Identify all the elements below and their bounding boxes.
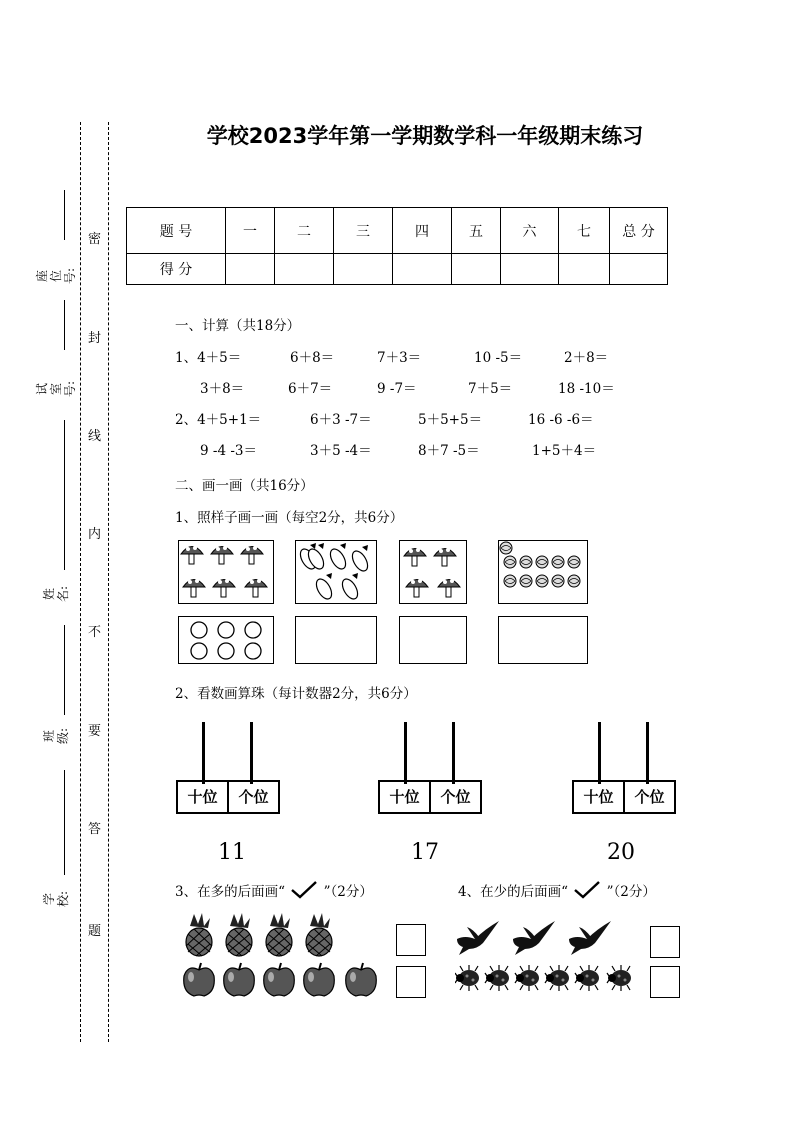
ball-icon (500, 542, 512, 554)
calc-item: 9 -4 -3＝ (200, 443, 257, 459)
score-cell[interactable] (559, 254, 610, 285)
ladybug-icon (455, 965, 479, 991)
seal-char: 封 (88, 331, 102, 346)
seal-char: 答 (88, 822, 102, 837)
school-label: 学校: (42, 890, 70, 908)
tens-label: 十位 (380, 782, 431, 812)
class-label: 班级: (42, 727, 70, 745)
calc-item: 3＋5 -4＝ (310, 443, 372, 459)
calc-item: 1、4＋5＝ (175, 350, 242, 366)
score-table-col: 七 (559, 208, 610, 254)
ones-label: 个位 (634, 788, 665, 806)
calc-item: 16 -6 -6＝ (528, 412, 594, 428)
question-3-prefix: 3、在多的后面画“ (175, 884, 285, 900)
answer-checkbox-apples[interactable] (396, 966, 426, 998)
binding-line-inner (80, 122, 81, 1042)
school-blank (64, 770, 65, 875)
ones-label: 个位 (440, 788, 471, 806)
name-blank (64, 420, 65, 570)
abacus-base (176, 780, 280, 814)
calc-item: 2、4＋5+1＝ (175, 412, 262, 428)
score-cell[interactable] (452, 254, 501, 285)
mushroom-group-icon (400, 541, 466, 603)
calc-item: 10 -5＝ (474, 350, 523, 366)
abacus-rod (646, 722, 649, 784)
abacus-rod (202, 722, 205, 784)
example-box-mushrooms-2 (399, 540, 467, 604)
score-table-col-total: 总 分 (610, 208, 668, 254)
circle-answer-box (178, 616, 274, 664)
abacus-counter (176, 722, 278, 814)
score-cell[interactable] (610, 254, 668, 285)
calc-item: 7＋3＝ (377, 350, 422, 366)
score-table-col: 四 (393, 208, 452, 254)
score-cell[interactable] (275, 254, 334, 285)
score-table-col: 六 (501, 208, 559, 254)
binding-line-outer (108, 122, 109, 1042)
seal-char: 线 (88, 429, 102, 444)
seat-number-label: 座位号: (35, 267, 77, 285)
question-4 (458, 880, 656, 900)
eggplant-group-icon (296, 541, 376, 603)
abacus-number: 17 (411, 840, 439, 865)
abacus-rod (598, 722, 601, 784)
calc-item: 9 -7＝ (377, 381, 417, 397)
ladybug-group (455, 963, 645, 993)
question-4-prefix: 4、在少的后面画“ (458, 884, 568, 900)
answer-checkbox-swallows[interactable] (650, 926, 680, 958)
score-table-col: 三 (334, 208, 393, 254)
seal-char: 不 (88, 625, 102, 640)
example-box-eggplants (295, 540, 377, 604)
abacus-base (378, 780, 482, 814)
score-table-col: 一 (226, 208, 275, 254)
abacus-rod (404, 722, 407, 784)
class-blank (64, 625, 65, 715)
question-2: 2、看数画算珠（每计数器2分，共6分） (175, 686, 417, 702)
section1-heading: 一、计算（共18分） (175, 318, 301, 334)
circle-group-icon (179, 617, 273, 663)
room-number-blank (64, 300, 65, 350)
abacus-number: 20 (607, 840, 635, 865)
calc-item: 1+5＋4＝ (532, 443, 597, 459)
seat-number-blank (64, 190, 65, 240)
score-table-header-score: 得 分 (127, 254, 226, 285)
calc-item: 3＋8＝ (200, 381, 245, 397)
question-3-suffix: ”（2分） (323, 884, 373, 900)
checkmark-icon (572, 880, 602, 900)
pineapple-group (182, 912, 342, 958)
example-box-mushrooms (178, 540, 274, 604)
pineapple-icon (186, 913, 212, 956)
score-cell[interactable] (501, 254, 559, 285)
question-4-suffix: ”（2分） (606, 884, 656, 900)
section2-heading: 二、画一画（共16分） (175, 478, 314, 494)
abacus-rod (250, 722, 253, 784)
name-label: 姓名: (42, 585, 70, 603)
question-3 (175, 880, 373, 900)
abacus-base (572, 780, 676, 814)
score-table-header-question: 题 号 (127, 208, 226, 254)
seal-char: 密 (88, 232, 102, 247)
swallow-group (455, 915, 615, 957)
example-box-balls (498, 540, 588, 604)
score-table (126, 207, 668, 285)
draw-answer-box[interactable] (399, 616, 467, 664)
calc-item: 5＋5+5＝ (418, 412, 483, 428)
draw-answer-box[interactable] (498, 616, 588, 664)
tens-label: 十位 (574, 782, 625, 812)
apple-icon (184, 963, 215, 996)
score-table-col: 二 (275, 208, 334, 254)
calc-item: 6＋3 -7＝ (310, 412, 372, 428)
checkmark-icon (289, 880, 319, 900)
calc-item: 7＋5＝ (468, 381, 513, 397)
mushroom-group-icon (179, 541, 273, 603)
room-number-label: 试室号: (35, 380, 77, 398)
calc-item: 8＋7 -5＝ (418, 443, 480, 459)
seal-char: 内 (88, 527, 102, 542)
apple-group (182, 962, 382, 1000)
ones-label: 个位 (238, 788, 269, 806)
score-cell[interactable] (334, 254, 393, 285)
score-cell[interactable] (226, 254, 275, 285)
seal-char: 要 (88, 724, 102, 739)
calc-item: 18 -10＝ (558, 381, 615, 397)
abacus-counter (572, 722, 674, 814)
tens-label: 十位 (178, 782, 229, 812)
score-table-col: 五 (452, 208, 501, 254)
page-title: 学校2023学年第一学期数学科一年级期末练习 (206, 124, 644, 148)
abacus-counter (378, 722, 480, 814)
calc-item: 6＋7＝ (288, 381, 333, 397)
answer-checkbox-pineapples[interactable] (396, 924, 426, 956)
abacus-rod (452, 722, 455, 784)
mushroom-icon (181, 546, 203, 564)
draw-answer-box[interactable] (295, 616, 377, 664)
score-cell[interactable] (393, 254, 452, 285)
swallow-icon (457, 921, 499, 955)
seal-char: 题 (88, 924, 102, 939)
calc-item: 6＋8＝ (290, 350, 335, 366)
answer-checkbox-ladybugs[interactable] (650, 966, 680, 998)
question-1: 1、照样子画一画（每空2分，共6分） (175, 510, 404, 526)
abacus-number: 11 (218, 840, 246, 865)
ball-group-icon (499, 541, 587, 603)
calc-item: 2＋8＝ (564, 350, 609, 366)
